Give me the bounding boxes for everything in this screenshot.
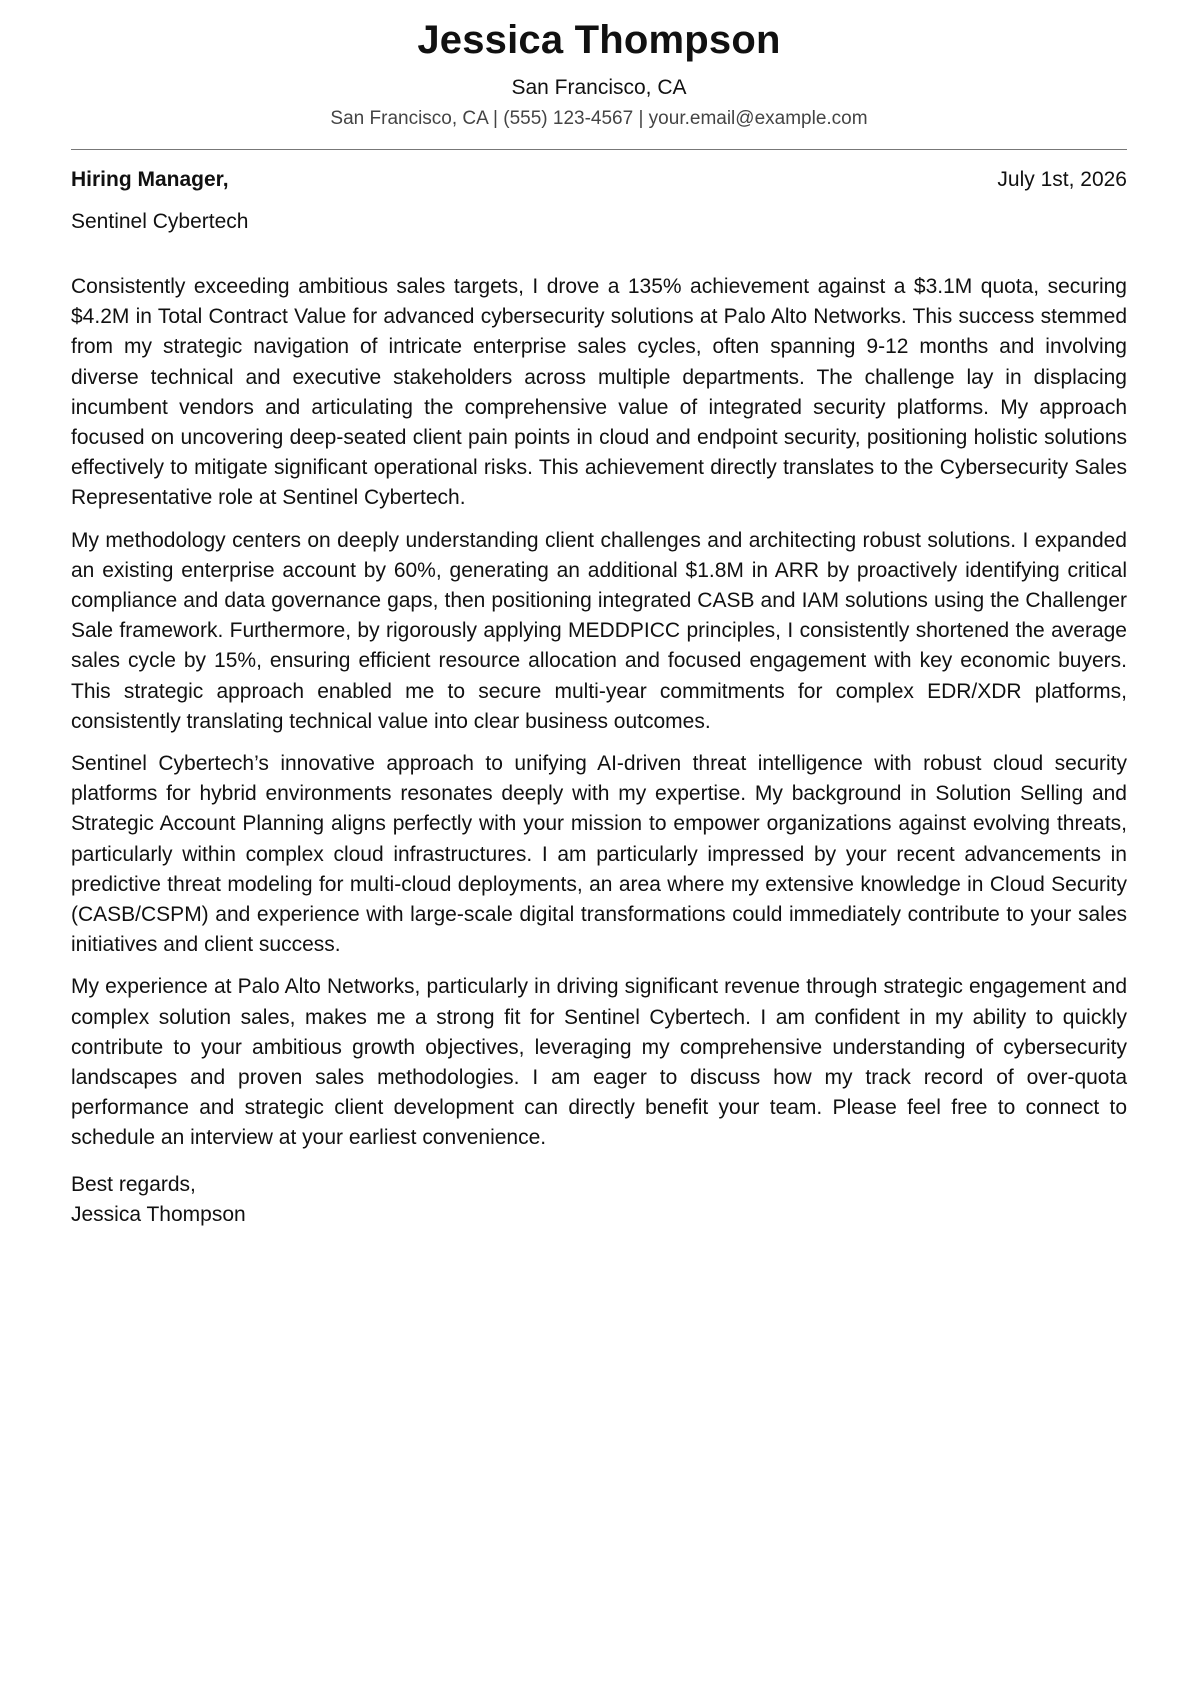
recipient-company: Sentinel Cybertech bbox=[71, 210, 249, 233]
salutation: Hiring Manager, bbox=[71, 168, 229, 191]
closing-line: Best regards, bbox=[71, 1172, 196, 1196]
body-paragraph-4: My experience at Palo Alto Networks, particularly in driving significant revenue through strategic engagement and complex solution sales, makes me a strong fit for Sentinel Cybertech. I am confident in my ability to quickly contribute to your ambitious growth objectives, leveraging my comprehensive understanding of cybersecurity landscapes and proven sales methodologies. I am eager to discuss how my track record of over-quota performance and strategic client development can directly benefit your team. Please feel free to connect to schedule an interview at your earliest convenience. bbox=[71, 975, 1127, 1150]
applicant-location: San Francisco, CA bbox=[511, 76, 687, 99]
body-paragraph-1: Consistently exceeding ambitious sales targets, I drove a 135% achievement against a $3.1M quota, securing $4.2M in Total Contract Value for advanced cybersecurity solutions at Palo Alto Networks. This success stemmed from my strategic navigation of intricate enterprise sales cycles, often spanning 9-12 months and involving diverse technical and executive stakeholders across multiple departments. The challenge lay in displacing incumbent vendors and articulating the comprehensive value of integrated security platforms. My approach focused on uncovering deep-seated client pain points in cloud and endpoint security, positioning holistic solutions effectively to mitigate significant operational risks. This achievement directly translates to the Cybersecurity Sales Representative role at Sentinel Cybertech. bbox=[71, 275, 1127, 510]
contact-line: San Francisco, CA | (555) 123-4567 | your.email@example.com bbox=[330, 108, 868, 129]
salutation-date-row bbox=[71, 166, 1127, 194]
letter-date: July 1st, 2026 bbox=[997, 168, 1127, 191]
header-divider bbox=[71, 149, 1127, 150]
cover-letter-page bbox=[71, 0, 1127, 1230]
letter-body bbox=[71, 272, 1127, 1154]
body-paragraph-2: My methodology centers on deeply understanding client challenges and architecting robust solutions. I expanded an existing enterprise account by 60%, generating an additional $1.8M in ARR by proactively identifying critical compliance and data governance gaps, then positioning integrated CASB and IAM solutions using the Challenger Sale framework. Furthermore, by rigorously applying MEDDPICC principles, I consistently shortened the average sales cycle by 15%, ensuring efficient resource allocation and focused engagement with key economic buyers. This strategic approach enabled me to secure multi-year commitments for complex EDR/XDR platforms, consistently translating technical value into clear business outcomes. bbox=[71, 528, 1127, 733]
signature-name: Jessica Thompson bbox=[71, 1202, 246, 1226]
signoff-block bbox=[71, 1170, 1127, 1230]
letter-header bbox=[71, 0, 1127, 132]
body-paragraph-3: Sentinel Cybertech’s innovative approach to unifying AI-driven threat intelligence with robust cloud security platforms for hybrid environments resonates deeply with my expertise. My background in Solution Selling and Strategic Account Planning aligns perfectly with your mission to empower organizations against evolving threats, particularly within complex cloud infrastructures. I am particularly impressed by your recent advancements in predictive threat modeling for multi-cloud deployments, an area where my extensive knowledge in Cloud Security (CASB/CSPM) and experience with large-scale digital transformations could immediately contribute to your sales initiatives and client success. bbox=[71, 752, 1127, 957]
applicant-name: Jessica Thompson bbox=[417, 18, 781, 62]
